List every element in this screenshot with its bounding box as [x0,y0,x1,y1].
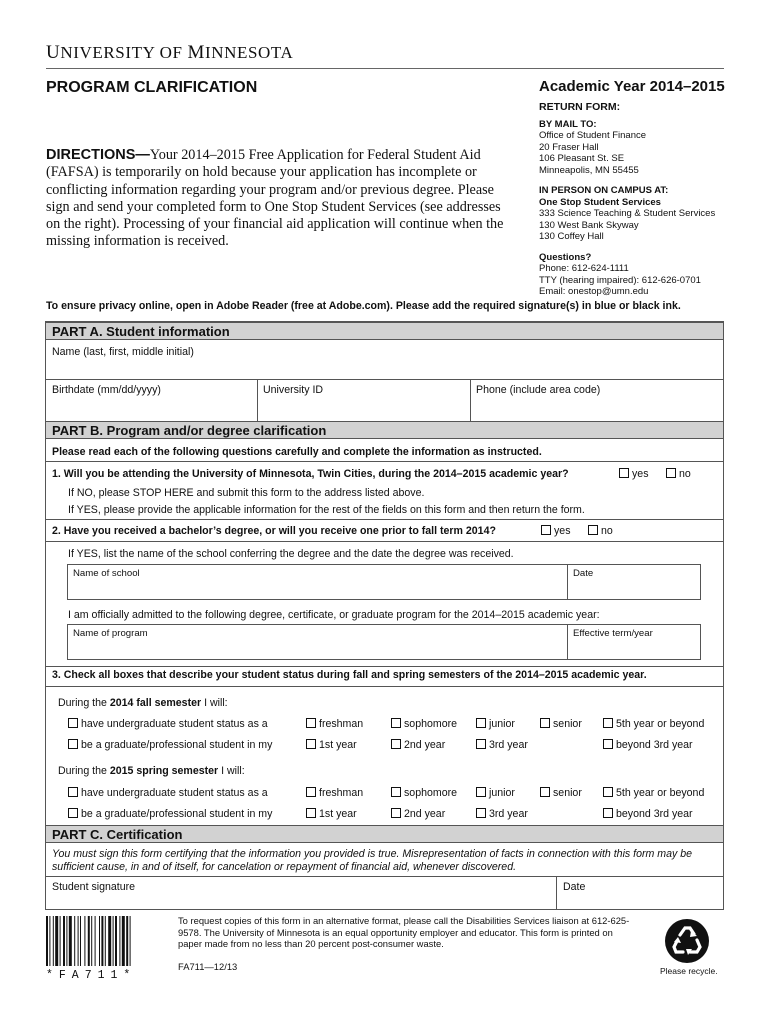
fall-1st-year-option[interactable] [306,739,357,751]
yes-label: yes [632,468,649,480]
checkbox[interactable] [476,808,486,818]
campus-heading: IN PERSON ON CAMPUS AT: [539,185,669,196]
program-label: Name of program [73,628,148,639]
text: I will: [218,765,245,777]
student-signature-label: Student signature [52,881,136,893]
row-divider [46,541,723,542]
spring-junior-option[interactable] [476,787,515,799]
checkbox[interactable] [306,718,316,728]
col-divider [470,379,471,421]
row-divider [46,686,723,687]
checkbox[interactable] [68,739,78,749]
fall-junior-option[interactable] [476,718,515,730]
spring-semester-bold: 2015 spring semester [109,765,219,777]
option-label: senior [553,718,582,730]
checkbox[interactable] [603,739,613,749]
option-label: 2nd year [404,808,446,820]
q1-if-yes: If YES, please provide the applicable information for the rest of the fields on this form and then return the form. [68,504,585,516]
checkbox[interactable] [666,468,676,478]
form-edge [45,876,46,910]
barcode [46,916,160,972]
fall-grad-option[interactable] [68,739,272,751]
option-label: have undergraduate student status as a [81,787,268,799]
directions-lead: DIRECTIONS— [46,147,150,163]
option-label: senior [553,787,582,799]
directions-paragraph [46,147,508,251]
form-edge [723,876,724,910]
no-label: no [679,468,691,480]
recycle-icon [664,918,710,964]
checkbox[interactable] [588,525,598,535]
campus-line: One Stop Student Services [539,196,661,208]
option-label: 3rd year [489,808,528,820]
col-divider [567,564,568,600]
option-label: 2nd year [404,739,446,751]
recycle-text: Please recycle. [660,966,718,976]
row-divider [46,379,723,380]
checkbox[interactable] [476,787,486,797]
text: During the [58,765,110,777]
form-bottom [45,909,724,910]
fall-undergrad-option[interactable] [68,718,268,730]
mail-line: Minneapolis, MN 55455 [539,164,639,176]
option-label: have undergraduate student status as a [81,718,268,730]
mail-heading: BY MAIL TO: [539,118,597,130]
q2-no-option[interactable] [588,525,613,537]
fall-3rd-year-option[interactable] [476,739,528,751]
university-logo-text [46,42,293,64]
signature-date-label: Date [563,881,586,893]
spring-freshman-option[interactable] [306,787,363,799]
checkbox[interactable] [391,718,401,728]
spring-2nd-year-option[interactable] [391,808,445,820]
logo-text-part-2: INNESOTA [204,43,294,62]
part-a-header: PART A. Student information [46,322,723,340]
option-label: beyond 3rd year [616,739,693,751]
spring-semester-label [58,765,245,777]
yes-label: yes [554,525,571,537]
option-label: beyond 3rd year [616,808,693,820]
academic-year: Academic Year 2014–2015 [539,78,725,95]
spring-beyond-3rd-option[interactable] [603,808,693,820]
option-label: be a graduate/professional student in my [81,808,273,820]
col-divider [257,379,258,421]
q1-no-option[interactable] [666,468,691,480]
checkbox[interactable] [68,787,78,797]
checkbox[interactable] [68,718,78,728]
checkbox[interactable] [391,787,401,797]
spring-senior-option[interactable] [540,787,582,799]
option-label: 3rd year [489,739,528,751]
checkbox[interactable] [476,739,486,749]
spring-sophomore-option[interactable] [391,787,457,799]
option-label: sophomore [404,787,457,799]
spring-1st-year-option[interactable] [306,808,357,820]
fall-semester-bold: 2014 fall semester [109,697,202,709]
checkbox[interactable] [306,739,316,749]
directions-body: Your 2014–2015 Free Application for Federal Student Aid (FAFSA) is temporarily on hold because your application has incomplete or conflicting information regarding your program and/or previous degree. Please sign and send your completed form to One Stop Student Services (see addresses on the right). Processing of your financial aid application will continue when the missing information is received. [46,147,504,250]
checkbox[interactable] [391,808,401,818]
row-divider [46,876,723,877]
header-rule [46,68,724,69]
campus-line: 130 West Bank Skyway [539,219,639,231]
campus-line: 130 Coffey Hall [539,231,604,242]
form-title: PROGRAM CLARIFICATION [46,79,258,96]
q2-yes-option[interactable] [541,525,571,537]
fall-freshman-option[interactable] [306,718,363,730]
text: During the [58,697,110,709]
spring-3rd-year-option[interactable] [476,808,528,820]
school-date-box [67,564,701,600]
part-b-header: PART B. Program and/or degree clarification [46,421,723,439]
row-divider [46,461,723,462]
fall-beyond-3rd-option[interactable] [603,739,693,751]
q2-if-yes: If YES, list the name of the school conferring the degree and the date the degree was received. [68,548,514,560]
logo-letter-m: M [187,42,205,63]
question-3: 3. Check all boxes that describe your student status during fall and spring semesters of the 2014–2015 academic year. [52,669,647,681]
return-form-title: RETURN FORM: [539,101,621,113]
col-divider [567,624,568,660]
checkbox[interactable] [540,718,550,728]
option-label: junior [489,787,515,799]
birthdate-label: Birthdate (mm/dd/yyyy) [52,384,161,396]
admitted-text: I am officially admitted to the following degree, certificate, or graduate program for the 2014–2015 academic year: [68,609,600,621]
privacy-note: To ensure privacy online, open in Adobe Reader (free at Adobe.com). Please add the required signature(s) in blue or black ink. [46,300,681,312]
fall-sophomore-option[interactable] [391,718,457,730]
footer-note: To request copies of this form in an alternative format, please call the Disabilities Services liaison at 612-625-9578. The University of Minnesota is an equal opportunity employer and educator. This form is printed on paper made from no less than 20 percent post-consumer waste. [178,915,630,949]
question-1: 1. Will you be attending the University of Minnesota, Twin Cities, during the 2014–2015 academic year? [52,468,569,480]
campus-line: 333 Science Teaching & Student Services [539,208,716,219]
return-form-block [539,102,739,298]
university-id-label: University ID [263,384,324,396]
mail-line: Office of Student Finance [539,130,647,141]
fall-semester-label [58,697,228,709]
logo-letter-u: U [46,42,61,63]
no-label: no [601,525,613,537]
col-divider [556,876,557,910]
checkbox[interactable] [541,525,551,535]
name-label: Name (last, first, middle initial) [52,346,194,358]
mail-line: 106 Pleasant St. SE [539,153,625,164]
logo-text-part: NIVERSITY OF [60,43,188,62]
spring-undergrad-option[interactable] [68,787,268,799]
date-label: Date [573,568,594,579]
certification-statement: You must sign this form certifying that the information you provided is true. Misrepresentation of facts in connection with this form may be sufficient cause, in and of itself, for cancelation or repayment of financial aid, whenever discovered. [52,848,693,873]
part-b-instructions: Please read each of the following questions carefully and complete the information as instructed. [52,446,542,458]
option-label: 5th year or beyond [616,787,705,799]
mail-line: 20 Fraser Hall [539,141,599,153]
text: I will: [201,697,228,709]
fall-5th-year-option[interactable] [603,718,704,730]
option-label: 5th year or beyond [616,718,705,730]
checkbox[interactable] [619,468,629,478]
option-label: 1st year [319,739,357,751]
checkbox[interactable] [476,718,486,728]
form-code: FA711—12/13 [178,961,238,972]
checkbox[interactable] [306,808,316,818]
effective-term-label: Effective term/year [573,628,653,639]
row-divider [46,519,723,520]
question-line: TTY (hearing impaired): 612-626-0701 [539,274,701,286]
fall-2nd-year-option[interactable] [391,739,445,751]
q1-if-no: If NO, please STOP HERE and submit this form to the address listed above. [68,487,425,499]
option-label: junior [489,718,515,730]
row-divider [46,666,723,667]
checkbox[interactable] [540,787,550,797]
spring-5th-year-option[interactable] [603,787,704,799]
checkbox[interactable] [603,787,613,797]
option-label: be a graduate/professional student in my [81,739,273,751]
barcode-text: *FA711* [46,969,137,982]
checkbox[interactable] [603,808,613,818]
checkbox[interactable] [68,808,78,818]
question-line: Phone: 612-624-1111 [539,263,629,274]
spring-grad-option[interactable] [68,808,272,820]
questions-heading: Questions? [539,251,592,263]
checkbox[interactable] [391,739,401,749]
part-c-header: PART C. Certification [46,825,723,843]
option-label: freshman [319,787,364,799]
school-label: Name of school [73,568,140,579]
option-label: freshman [319,718,364,730]
phone-label: Phone (include area code) [476,384,601,396]
checkbox[interactable] [306,787,316,797]
option-label: sophomore [404,718,457,730]
option-label: 1st year [319,808,357,820]
checkbox[interactable] [603,718,613,728]
fall-senior-option[interactable] [540,718,582,730]
question-2: 2. Have you received a bachelor’s degree, or will you receive one prior to fall term 2014? [52,525,496,537]
question-line: Email: onestop@umn.edu [539,286,649,297]
q1-yes-option[interactable] [619,468,649,480]
